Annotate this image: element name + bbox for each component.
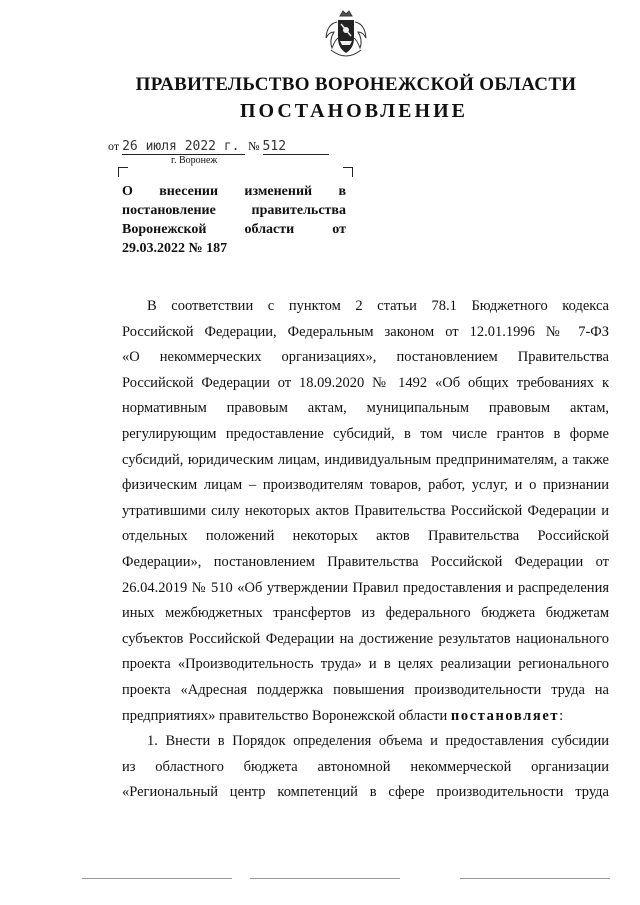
body-line: иных межбюджетных трансфертов из федерального бюджета бюджетам xyxy=(122,605,609,622)
scan-footer-rule-center xyxy=(250,878,400,879)
point-line: 1. Внести в Порядок определения объема и предоставления субсидии xyxy=(147,733,609,750)
body-line: отдельных положений некоторых актов Правительства Российской xyxy=(122,528,609,545)
subject-line: О внесении изменений в xyxy=(122,184,346,199)
body-line: Российской Федерации, Федеральным законом от 12.01.1996 № 7-ФЗ xyxy=(122,323,609,340)
body-line: физическим лицам – производителям товаров, работ, услуг, и о признании xyxy=(122,477,609,494)
number-prefix: № xyxy=(248,139,260,153)
body-closing-line xyxy=(122,704,609,730)
body-line: субъектов Российской Федерации на достижение результатов национального xyxy=(122,630,609,647)
subject-bracket-left xyxy=(118,167,128,177)
date-number-line xyxy=(108,139,329,155)
body-line: утратившими силу некоторых актов Правительства Российской Федерации и xyxy=(122,502,609,519)
closing-colon: : xyxy=(559,707,564,724)
city-label: г. Воронеж xyxy=(171,155,218,166)
point-line: «Региональный центр компетенций в сфере производительности труда xyxy=(122,784,609,801)
closing-text: предприятиях» правительство Воронежской области xyxy=(122,707,448,724)
scan-footer-rule-right xyxy=(460,878,610,879)
resolution-keyword: постановляет xyxy=(450,707,560,724)
body-line: «О некоммерческих организациях», постановлением Правительства xyxy=(122,349,609,366)
body-line: В соответствии с пунктом 2 статьи 78.1 Бюджетного кодекса xyxy=(147,298,609,314)
subject-line: Воронежской области от xyxy=(122,222,346,237)
handwritten-date: 26 июля 2022 г. xyxy=(122,139,245,155)
handwritten-number: 512 xyxy=(263,139,329,155)
body-line: Федерации», постановлением Правительства Российской Федерации от xyxy=(122,553,609,570)
body-line: Российской Федерации от 18.09.2020 № 1492 «Об общих требованиях к xyxy=(122,374,609,391)
scan-footer-rule-left xyxy=(82,878,232,879)
body-line: проекта «Производительность труда» и в целях реализации регионального xyxy=(122,656,609,673)
subject-line: 29.03.2022 № 187 xyxy=(122,241,228,256)
body-line: нормативным правовым актам, муниципальным правовым актам, xyxy=(122,400,609,417)
document-body xyxy=(122,294,609,806)
coat-of-arms-emblem xyxy=(323,8,369,64)
document-subject xyxy=(122,182,346,258)
body-line: 26.04.2019 № 510 «Об утверждении Правил предоставления и распределения xyxy=(122,579,609,596)
document-type-title: ПОСТАНОВЛЕНИЕ xyxy=(240,100,468,122)
subject-bracket-right xyxy=(343,167,353,177)
subject-line: постановление правительства xyxy=(122,203,346,218)
date-prefix: от xyxy=(108,139,120,153)
body-line: субсидий, юридическим лицам, индивидуальным предпринимателям, а также xyxy=(122,451,609,468)
organization-title: ПРАВИТЕЛЬСТВО ВОРОНЕЖСКОЙ ОБЛАСТИ xyxy=(135,74,577,95)
body-line: регулирующим предоставление субсидий, в том числе грантов в форме xyxy=(122,425,609,442)
point-line: из областного бюджета автономной некоммерческой организации xyxy=(122,758,609,775)
body-line: проекта «Адресная поддержка повышения производительности труда на xyxy=(122,681,609,698)
